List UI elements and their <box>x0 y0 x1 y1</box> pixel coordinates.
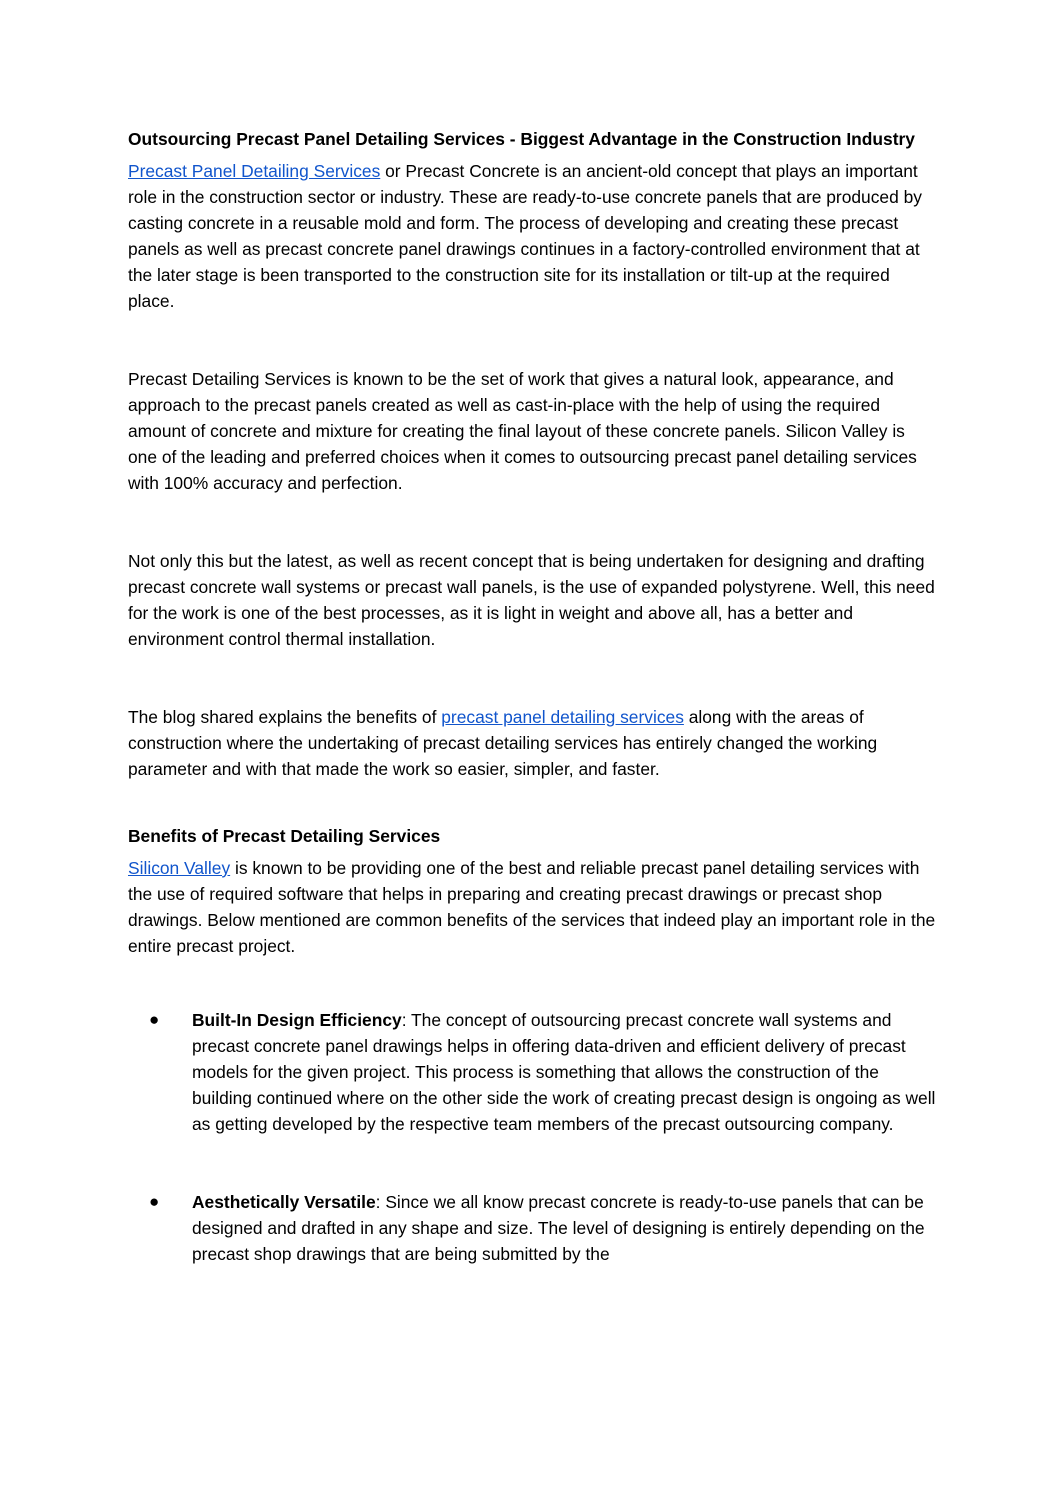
section-heading-benefits: Benefits of Precast Detailing Services <box>128 826 441 846</box>
paragraph-spacer <box>128 652 938 704</box>
list-item-aesthetically-versatile <box>128 1189 938 1267</box>
paragraph-silicon-valley-text: is known to be providing one of the best and reliable precast panel detailing services with the use of required software that helps in preparing and creating precast drawings or precast shop drawings. Below mentioned are common benefits of the services that indeed play an important role in the entire precast project. <box>128 858 936 956</box>
paragraph-blog-after: along with the areas of construction where the undertaking of precast detailing services has entirely changed the working parameter and with that made the work so easier, simpler, and faster. <box>128 707 878 779</box>
document-title: Outsourcing Precast Panel Detailing Services - Biggest Advantage in the Construction Industry <box>128 129 915 149</box>
paragraph-blog-before: The blog shared explains the benefits of <box>128 707 442 727</box>
paragraph-blog <box>128 704 938 782</box>
paragraph-detailing: Precast Detailing Services is known to be the set of work that gives a natural look, appearance, and approach to the precast panels created as well as cast-in-place with the help of using the required amount of concrete and mixture for creating the final layout of these concrete panels. Silicon Valley is one of the leading and preferred choices when it comes to outsourcing precast panel detailing services with 100% accuracy and perfection. <box>128 369 917 493</box>
benefits-list <box>128 1007 938 1267</box>
paragraph-intro-text: or Precast Concrete is an ancient-old concept that plays an important role in the construction sector or industry. These are ready-to-use concrete panels that are produced by casting concrete in a reusable mold and form. The process of developing and creating these precast panels as well as precast concrete panel drawings continues in a factory-controlled environment that at the later stage is been transported to the construction site for its installation or tilt-up at the required place. <box>128 161 922 311</box>
paragraph-spacer <box>128 782 938 823</box>
bullet-text: : Since we all know precast concrete is ready-to-use panels that can be designed and drafted in any shape and size. The level of designing is entirely depending on the precast shop drawings that are being submitted by the <box>192 1192 925 1264</box>
paragraph-spacer <box>128 959 938 1007</box>
silicon-valley-link[interactable]: Silicon Valley <box>128 858 231 878</box>
paragraph-silicon-valley <box>128 855 938 959</box>
paragraph-polystyrene: Not only this but the latest, as well as recent concept that is being undertaken for designing and drafting precast concrete wall systems or precast wall panels, is the use of expanded polystyrene. Well, this need for the work is one of the best processes, as it is light in weight and above all, has a better and environment control thermal installation. <box>128 551 935 649</box>
document-page <box>128 126 938 1267</box>
bullet-icon: ● <box>149 1010 160 1029</box>
paragraph-spacer <box>128 314 938 366</box>
list-spacer <box>128 1137 938 1189</box>
bullet-term: Aesthetically Versatile <box>192 1192 376 1212</box>
paragraph-spacer <box>128 496 938 548</box>
bullet-icon: ● <box>149 1192 160 1211</box>
precast-detailing-services-link[interactable]: precast panel detailing services <box>441 707 684 727</box>
list-item-design-efficiency <box>128 1007 938 1137</box>
bullet-term: Built-In Design Efficiency <box>192 1010 402 1030</box>
bullet-text: : The concept of outsourcing precast concrete wall systems and precast concrete panel drawings helps in offering data-driven and efficient delivery of precast models for the given project. This process is something that allows the construction of the building continued where on the other side the work of creating precast design is ongoing as well as getting developed by the respective team members of the precast outsourcing company. <box>192 1010 936 1134</box>
paragraph-intro <box>128 158 938 314</box>
precast-panel-detailing-services-link[interactable]: Precast Panel Detailing Services <box>128 161 381 181</box>
